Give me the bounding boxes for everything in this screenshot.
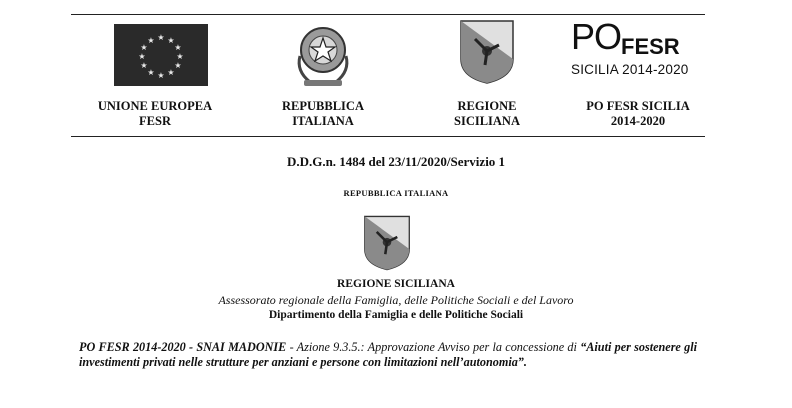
subject-bold-quote: “Aiuti per sostenere gli investimenti privati nelle strutture per anziani e persone con limitazioni nell’autonomia”. [79,340,697,369]
italian-emblem-icon [292,16,354,92]
po-fesr-logo-sub: SICILIA 2014-2020 [571,62,689,77]
svg-text:★: ★ [157,71,165,80]
assessorato-heading: Assessorato regionale della Famiglia, delle Politiche Sociali e del Lavoro [218,293,574,307]
subject-bold-lead: PO FESR 2014-2020 - SNAI MADONIE [79,340,287,354]
logo-eu [80,14,230,129]
svg-text:★: ★ [167,68,175,77]
caption-rep-line1: REPUBBLICA [282,99,364,113]
svg-text:★: ★ [174,43,182,52]
region-heading: REGIONE SICILIANA [337,278,455,290]
po-fesr-logo-icon [569,16,709,86]
svg-text:★: ★ [140,43,148,52]
decree-number: D.D.G.n. 1484 del 23/11/2020/Servizio 1 [286,154,506,169]
caption-po-line2: 2014-2020 [610,114,666,128]
caption-po-line1: PO FESR SICILIA [586,99,690,113]
header-bottom-rule [71,136,705,137]
caption-eu-line2: FESR [139,114,171,128]
subject-normal-part: - Azione 9.3.5.: Approvazione Avviso per la concessione di [286,340,581,354]
caption-reg-line2: SICILIANA [454,114,520,128]
logo-po-fesr [563,14,713,129]
caption-reg-line1: REGIONE [457,99,517,113]
svg-text:★: ★ [167,36,175,45]
po-fesr-logo-fesr: FESR [621,34,680,59]
eu-flag-icon [114,24,208,86]
logo-repubblica [248,14,398,129]
sicily-shield-icon [363,214,411,272]
svg-text:★: ★ [140,61,148,70]
po-fesr-logo-po: PO [571,16,622,57]
svg-text:★: ★ [147,36,155,45]
subject-paragraph [79,340,697,370]
svg-text:★: ★ [147,68,155,77]
caption-rep-line2: ITALIANA [292,114,354,128]
sicily-shield-icon [459,19,515,85]
svg-text:★: ★ [157,33,165,42]
logo-regione [412,14,562,129]
svg-text:★: ★ [174,61,182,70]
svg-text:★: ★ [138,52,146,61]
dipartimento-heading: Dipartimento della Famiglia e delle Politiche Sociali [268,309,524,321]
republic-heading: REPUBBLICA ITALIANA [343,188,449,198]
svg-text:★: ★ [176,52,184,61]
caption-eu-line1: UNIONE EUROPEA [97,99,213,113]
